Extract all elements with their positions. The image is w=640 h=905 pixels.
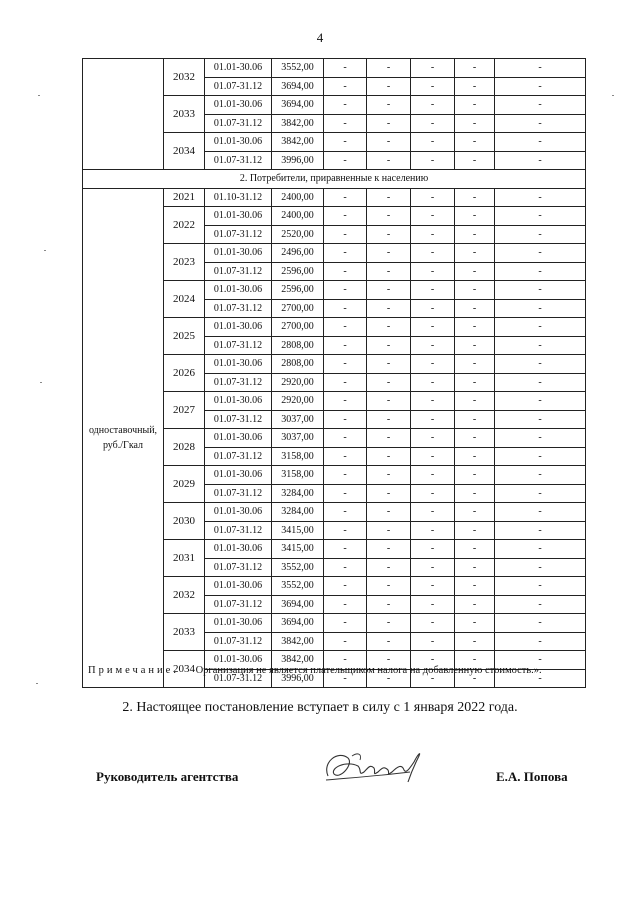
period-cell: 01.07-31.12 xyxy=(205,410,272,429)
dash-cell: - xyxy=(495,151,586,170)
dash-cell: - xyxy=(495,373,586,392)
dash-cell: - xyxy=(324,410,367,429)
period-cell: 01.01-30.06 xyxy=(205,614,272,633)
dash-cell: - xyxy=(455,614,495,633)
dash-cell: - xyxy=(411,410,455,429)
period-cell: 01.07-31.12 xyxy=(205,484,272,503)
value-cell: 3158,00 xyxy=(272,466,324,485)
period-cell: 01.07-31.12 xyxy=(205,336,272,355)
dash-cell: - xyxy=(455,595,495,614)
period-cell: 01.07-31.12 xyxy=(205,299,272,318)
dash-cell: - xyxy=(367,207,411,226)
signatory-name: Е.А. Попова xyxy=(496,769,568,784)
dash-cell: - xyxy=(367,595,411,614)
dash-cell: - xyxy=(495,466,586,485)
dash-cell: - xyxy=(411,503,455,522)
dash-cell: - xyxy=(367,484,411,503)
dash-cell: - xyxy=(367,410,411,429)
dash-cell: - xyxy=(495,244,586,263)
dash-cell: - xyxy=(495,410,586,429)
dash-cell: - xyxy=(455,392,495,411)
dash-cell: - xyxy=(455,540,495,559)
signature-image xyxy=(318,742,430,793)
dash-cell: - xyxy=(411,96,455,115)
tariff-table xyxy=(82,58,586,688)
signatory-title: Руководитель агентства xyxy=(96,769,239,784)
dash-cell: - xyxy=(455,59,495,78)
dash-cell: - xyxy=(495,558,586,577)
period-cell: 01.07-31.12 xyxy=(205,77,272,96)
dash-cell: - xyxy=(324,466,367,485)
value-cell: 2700,00 xyxy=(272,299,324,318)
dash-cell: - xyxy=(367,355,411,374)
period-cell: 01.01-30.06 xyxy=(205,651,272,670)
dash-cell: - xyxy=(324,651,367,670)
year-cell: 2028 xyxy=(164,429,205,466)
dash-cell: - xyxy=(367,392,411,411)
section-row xyxy=(83,170,586,189)
period-cell: 01.10-31.12 xyxy=(205,188,272,207)
dash-cell: - xyxy=(411,373,455,392)
dash-cell: - xyxy=(324,133,367,152)
dash-cell: - xyxy=(455,77,495,96)
dash-cell: - xyxy=(367,133,411,152)
dash-cell: - xyxy=(495,484,586,503)
period-cell: 01.07-31.12 xyxy=(205,262,272,281)
period-cell: 01.07-31.12 xyxy=(205,558,272,577)
dash-cell: - xyxy=(411,77,455,96)
dash-cell: - xyxy=(411,133,455,152)
period-cell: 01.07-31.12 xyxy=(205,114,272,133)
dash-cell: - xyxy=(367,96,411,115)
dash-cell: - xyxy=(455,484,495,503)
dash-cell: - xyxy=(455,410,495,429)
dash-cell: - xyxy=(455,299,495,318)
dash-cell: - xyxy=(455,577,495,596)
year-cell: 2029 xyxy=(164,466,205,503)
year-cell: 2033 xyxy=(164,96,205,133)
table-block-1 xyxy=(83,59,586,170)
dash-cell: - xyxy=(495,614,586,633)
dash-cell: - xyxy=(411,151,455,170)
dash-cell: - xyxy=(324,207,367,226)
dash-cell: - xyxy=(455,244,495,263)
dash-cell: - xyxy=(495,355,586,374)
scan-speck xyxy=(44,250,46,251)
dash-cell: - xyxy=(367,669,411,688)
value-cell: 3158,00 xyxy=(272,447,324,466)
period-cell: 01.07-31.12 xyxy=(205,447,272,466)
dash-cell: - xyxy=(367,318,411,337)
dash-cell: - xyxy=(455,429,495,448)
value-cell: 2920,00 xyxy=(272,373,324,392)
dash-cell: - xyxy=(455,558,495,577)
dash-cell: - xyxy=(411,466,455,485)
dash-cell: - xyxy=(495,96,586,115)
dash-cell: - xyxy=(455,669,495,688)
section-title: 2. Потребители, приравненные к населению xyxy=(83,170,586,189)
table-block-2 xyxy=(83,188,586,688)
dash-cell: - xyxy=(324,669,367,688)
dash-cell: - xyxy=(367,373,411,392)
dash-cell: - xyxy=(411,59,455,78)
dash-cell: - xyxy=(455,151,495,170)
dash-cell: - xyxy=(367,151,411,170)
dash-cell: - xyxy=(324,632,367,651)
dash-cell: - xyxy=(324,114,367,133)
dash-cell: - xyxy=(495,207,586,226)
year-cell: 2024 xyxy=(164,281,205,318)
dash-cell: - xyxy=(455,207,495,226)
value-cell: 3037,00 xyxy=(272,410,324,429)
scan-speck xyxy=(40,382,42,383)
period-cell: 01.01-30.06 xyxy=(205,355,272,374)
dash-cell: - xyxy=(455,651,495,670)
year-cell: 2030 xyxy=(164,503,205,540)
dash-cell: - xyxy=(495,632,586,651)
dash-cell: - xyxy=(411,484,455,503)
note xyxy=(88,665,542,676)
period-cell: 01.01-30.06 xyxy=(205,318,272,337)
dash-cell: - xyxy=(367,77,411,96)
year-cell: 2027 xyxy=(164,392,205,429)
dash-cell: - xyxy=(495,429,586,448)
value-cell: 2400,00 xyxy=(272,188,324,207)
dash-cell: - xyxy=(411,114,455,133)
dash-cell: - xyxy=(455,503,495,522)
dash-cell: - xyxy=(455,262,495,281)
dash-cell: - xyxy=(367,651,411,670)
value-cell: 2596,00 xyxy=(272,262,324,281)
dash-cell: - xyxy=(367,466,411,485)
value-cell: 3552,00 xyxy=(272,59,324,78)
dash-cell: - xyxy=(367,540,411,559)
dash-cell: - xyxy=(411,244,455,263)
dash-cell: - xyxy=(495,188,586,207)
value-cell: 3415,00 xyxy=(272,521,324,540)
dash-cell: - xyxy=(455,373,495,392)
dash-cell: - xyxy=(455,447,495,466)
dash-cell: - xyxy=(495,133,586,152)
dash-cell: - xyxy=(495,540,586,559)
dash-cell: - xyxy=(411,336,455,355)
dash-cell: - xyxy=(495,447,586,466)
dash-cell: - xyxy=(324,262,367,281)
dash-cell: - xyxy=(455,466,495,485)
dash-cell: - xyxy=(495,299,586,318)
dash-cell: - xyxy=(324,540,367,559)
dash-cell: - xyxy=(495,521,586,540)
dash-cell: - xyxy=(495,225,586,244)
note-label: Примечание. xyxy=(88,665,179,676)
page-number: 4 xyxy=(316,30,324,45)
value-cell: 3842,00 xyxy=(272,651,324,670)
year-cell: 2034 xyxy=(164,133,205,170)
dash-cell: - xyxy=(411,318,455,337)
value-cell: 3037,00 xyxy=(272,429,324,448)
dash-cell: - xyxy=(411,632,455,651)
value-cell: 2520,00 xyxy=(272,225,324,244)
dash-cell: - xyxy=(455,355,495,374)
dash-cell: - xyxy=(411,595,455,614)
period-cell: 01.01-30.06 xyxy=(205,207,272,226)
dash-cell: - xyxy=(367,447,411,466)
dash-cell: - xyxy=(455,281,495,300)
dash-cell: - xyxy=(455,114,495,133)
dash-cell: - xyxy=(367,188,411,207)
dash-cell: - xyxy=(455,632,495,651)
dash-cell: - xyxy=(324,595,367,614)
dash-cell: - xyxy=(411,188,455,207)
dash-cell: - xyxy=(324,355,367,374)
year-cell: 2031 xyxy=(164,540,205,577)
value-cell: 3996,00 xyxy=(272,669,324,688)
dash-cell: - xyxy=(411,299,455,318)
note-text: Организация не является плательщиком налога на добавленную стоимость.». xyxy=(195,665,542,676)
dash-cell: - xyxy=(411,429,455,448)
dash-cell: - xyxy=(411,540,455,559)
period-cell: 01.01-30.06 xyxy=(205,244,272,263)
dash-cell: - xyxy=(367,632,411,651)
table-row xyxy=(83,59,586,78)
dash-cell: - xyxy=(367,281,411,300)
dash-cell: - xyxy=(411,262,455,281)
dash-cell: - xyxy=(367,299,411,318)
value-cell: 3694,00 xyxy=(272,595,324,614)
dash-cell: - xyxy=(455,225,495,244)
period-cell: 01.01-30.06 xyxy=(205,59,272,78)
value-cell: 2596,00 xyxy=(272,281,324,300)
dash-cell: - xyxy=(495,392,586,411)
value-cell: 3415,00 xyxy=(272,540,324,559)
dash-cell: - xyxy=(411,207,455,226)
category-cell: одноставочный, руб./Гкал xyxy=(83,188,164,688)
dash-cell: - xyxy=(411,355,455,374)
dash-cell: - xyxy=(324,244,367,263)
dash-cell: - xyxy=(324,392,367,411)
dash-cell: - xyxy=(411,651,455,670)
dash-cell: - xyxy=(367,225,411,244)
dash-cell: - xyxy=(324,188,367,207)
period-cell: 01.01-30.06 xyxy=(205,429,272,448)
dash-cell: - xyxy=(455,133,495,152)
dash-cell: - xyxy=(324,614,367,633)
dash-cell: - xyxy=(324,577,367,596)
value-cell: 3842,00 xyxy=(272,632,324,651)
period-cell: 01.07-31.12 xyxy=(205,373,272,392)
value-cell: 3284,00 xyxy=(272,484,324,503)
dash-cell: - xyxy=(367,558,411,577)
dash-cell: - xyxy=(411,669,455,688)
period-cell: 01.01-30.06 xyxy=(205,281,272,300)
dash-cell: - xyxy=(367,577,411,596)
dash-cell: - xyxy=(455,521,495,540)
value-cell: 3842,00 xyxy=(272,114,324,133)
dash-cell: - xyxy=(324,336,367,355)
dash-cell: - xyxy=(324,151,367,170)
dash-cell: - xyxy=(367,429,411,448)
dash-cell: - xyxy=(411,392,455,411)
dash-cell: - xyxy=(324,558,367,577)
dash-cell: - xyxy=(495,77,586,96)
scan-speck xyxy=(36,683,38,684)
dash-cell: - xyxy=(324,96,367,115)
dash-cell: - xyxy=(495,503,586,522)
value-cell: 3842,00 xyxy=(272,133,324,152)
dash-cell: - xyxy=(411,447,455,466)
dash-cell: - xyxy=(495,262,586,281)
value-cell: 2400,00 xyxy=(272,207,324,226)
dash-cell: - xyxy=(411,225,455,244)
period-cell: 01.01-30.06 xyxy=(205,96,272,115)
period-cell: 01.01-30.06 xyxy=(205,133,272,152)
period-cell: 01.07-31.12 xyxy=(205,151,272,170)
dash-cell: - xyxy=(367,59,411,78)
period-cell: 01.07-31.12 xyxy=(205,669,272,688)
value-cell: 3694,00 xyxy=(272,77,324,96)
period-cell: 01.07-31.12 xyxy=(205,632,272,651)
value-cell: 3694,00 xyxy=(272,96,324,115)
dash-cell: - xyxy=(411,614,455,633)
value-cell: 3552,00 xyxy=(272,558,324,577)
period-cell: 01.01-30.06 xyxy=(205,503,272,522)
dash-cell: - xyxy=(367,521,411,540)
dash-cell: - xyxy=(495,595,586,614)
dash-cell: - xyxy=(324,503,367,522)
dash-cell: - xyxy=(455,318,495,337)
scan-speck xyxy=(38,95,40,96)
year-cell: 2033 xyxy=(164,614,205,651)
period-cell: 01.01-30.06 xyxy=(205,540,272,559)
value-cell: 2496,00 xyxy=(272,244,324,263)
dash-cell: - xyxy=(455,188,495,207)
dash-cell: - xyxy=(495,577,586,596)
dash-cell: - xyxy=(411,281,455,300)
dash-cell: - xyxy=(495,336,586,355)
year-cell: 2032 xyxy=(164,59,205,96)
period-cell: 01.01-30.06 xyxy=(205,577,272,596)
period-cell: 01.07-31.12 xyxy=(205,521,272,540)
decree-text: 2. Настоящее постановление вступает в силу с 1 января 2022 года. xyxy=(122,700,518,715)
value-cell: 3284,00 xyxy=(272,503,324,522)
dash-cell: - xyxy=(411,577,455,596)
year-cell: 2032 xyxy=(164,577,205,614)
value-cell: 2920,00 xyxy=(272,392,324,411)
dash-cell: - xyxy=(495,669,586,688)
dash-cell: - xyxy=(495,651,586,670)
value-cell: 3552,00 xyxy=(272,577,324,596)
period-cell: 01.07-31.12 xyxy=(205,595,272,614)
category-cell xyxy=(83,59,164,170)
dash-cell: - xyxy=(495,59,586,78)
dash-cell: - xyxy=(324,484,367,503)
dash-cell: - xyxy=(324,299,367,318)
dash-cell: - xyxy=(367,503,411,522)
dash-cell: - xyxy=(324,521,367,540)
year-cell: 2034 xyxy=(164,651,205,688)
value-cell: 2808,00 xyxy=(272,336,324,355)
dash-cell: - xyxy=(367,614,411,633)
year-cell: 2026 xyxy=(164,355,205,392)
period-cell: 01.01-30.06 xyxy=(205,392,272,411)
section-row-group xyxy=(83,170,586,189)
dash-cell: - xyxy=(324,225,367,244)
period-cell: 01.01-30.06 xyxy=(205,466,272,485)
dash-cell: - xyxy=(495,318,586,337)
dash-cell: - xyxy=(324,373,367,392)
dash-cell: - xyxy=(411,558,455,577)
period-cell: 01.07-31.12 xyxy=(205,225,272,244)
dash-cell: - xyxy=(367,114,411,133)
value-cell: 2808,00 xyxy=(272,355,324,374)
year-cell: 2022 xyxy=(164,207,205,244)
dash-cell: - xyxy=(495,281,586,300)
dash-cell: - xyxy=(367,244,411,263)
dash-cell: - xyxy=(367,336,411,355)
dash-cell: - xyxy=(367,262,411,281)
table-row xyxy=(83,188,586,207)
dash-cell: - xyxy=(495,114,586,133)
value-cell: 3694,00 xyxy=(272,614,324,633)
dash-cell: - xyxy=(324,429,367,448)
year-cell: 2021 xyxy=(164,188,205,207)
value-cell: 2700,00 xyxy=(272,318,324,337)
dash-cell: - xyxy=(455,336,495,355)
value-cell: 3996,00 xyxy=(272,151,324,170)
dash-cell: - xyxy=(324,59,367,78)
dash-cell: - xyxy=(324,447,367,466)
dash-cell: - xyxy=(411,521,455,540)
dash-cell: - xyxy=(324,318,367,337)
year-cell: 2023 xyxy=(164,244,205,281)
dash-cell: - xyxy=(455,96,495,115)
scan-speck xyxy=(612,95,614,96)
dash-cell: - xyxy=(324,77,367,96)
dash-cell: - xyxy=(324,281,367,300)
year-cell: 2025 xyxy=(164,318,205,355)
